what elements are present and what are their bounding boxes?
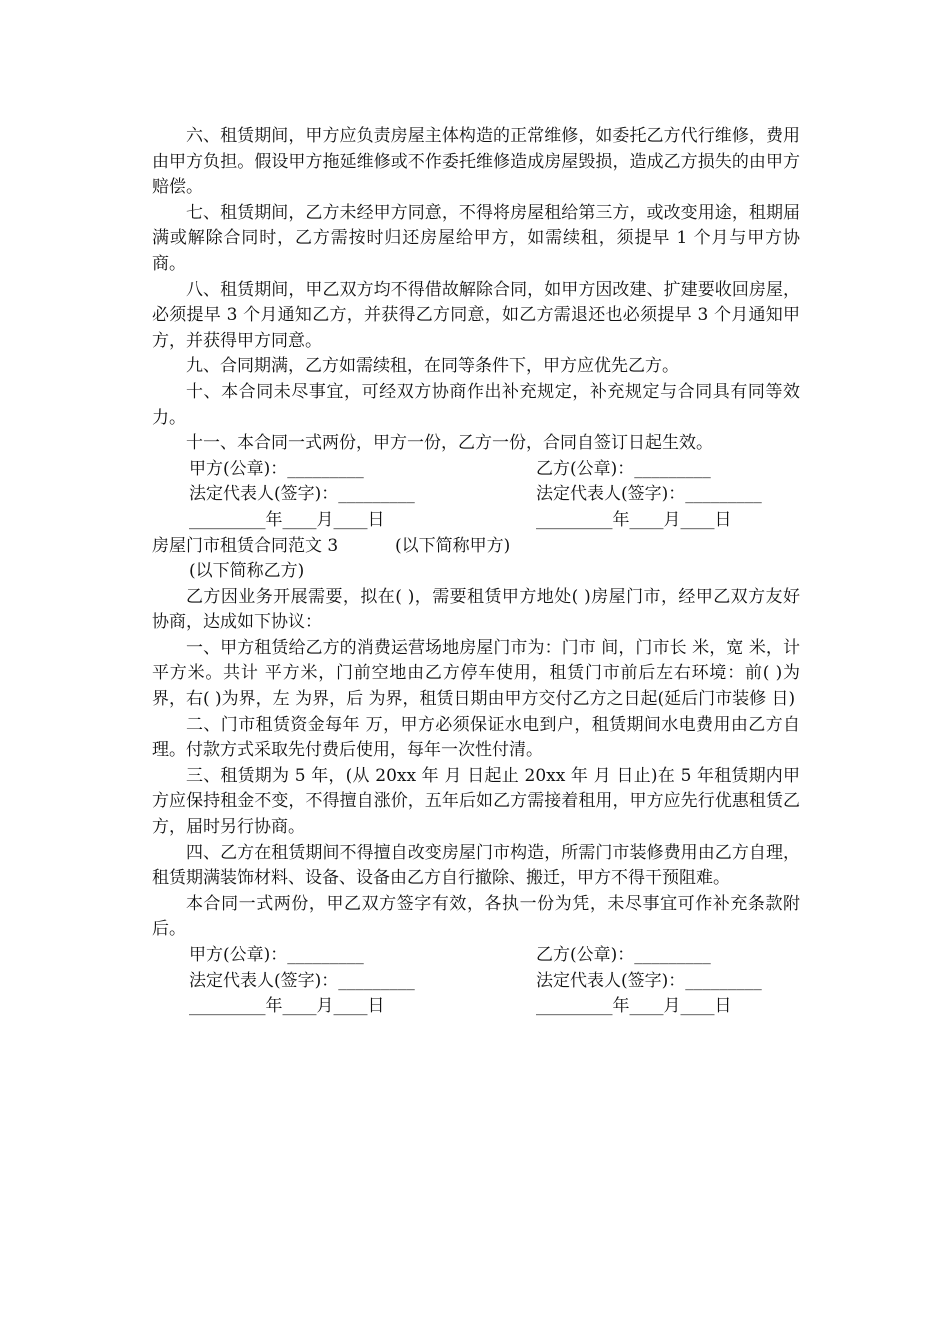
contract-title-row (152, 534, 800, 560)
party-a-designation: (以下简称甲方) (395, 535, 511, 556)
clause-8: 八、租赁期间，甲乙双方均不得借故解除合同，如甲方因改建、扩建要收回房屋，必须提早 3 个月通知乙方，并获得乙方同意，如乙方需退还也必须提早 3 个月通知甲方，并获得甲方同意。 (152, 279, 800, 351)
clause-11: 十一、本合同一式两份，甲方一份，乙方一份，合同自签订日起生效。 (186, 433, 713, 454)
party-b-designation: (以下简称乙方) (189, 561, 305, 582)
clause-6: 六、租赁期间，甲方应负责房屋主体构造的正常维修，如委托乙方代行维修，费用由甲方负担。假设甲方拖延维修或不作委托维修造成房屋毁损，造成乙方损失的由甲方赔偿。 (152, 126, 800, 198)
party-a-seal: 甲方(公章)：_________ (189, 458, 364, 479)
signature-rep-row (152, 482, 800, 508)
party-a-seal: 甲方(公章)：_________ (189, 945, 364, 965)
party-a-date: _________年____月____日 (189, 509, 385, 530)
clause-4: 四、乙方在租赁期间不得擅自改变房屋门市构造，所需门市装修费用由乙方自理，租赁期满装饰材料、设备、设备由乙方自行撤除、搬迁，甲方不得干预阻难。 (152, 842, 800, 889)
signature-seal-row (152, 943, 800, 969)
party-b-representative: 法定代表人(签字)：_________ (536, 484, 762, 505)
contract-title: 房屋门市租赁合同范文 3 (152, 535, 339, 556)
party-a-representative: 法定代表人(签字)：_________ (189, 970, 415, 991)
signature-seal-row (152, 457, 800, 483)
contract-preamble: 乙方因业务开展需要，拟在( )，需要租赁甲方地处( )房屋门市，经甲乙双方友好协商，达成如下协议： (152, 586, 800, 633)
party-a-date: _________年____月____日 (189, 996, 385, 1017)
party-a-representative: 法定代表人(签字)：_________ (189, 484, 415, 505)
party-b-seal: 乙方(公章)：_________ (536, 945, 711, 965)
party-b-seal: 乙方(公章)：_________ (536, 458, 711, 479)
contract-closing: 本合同一式两份，甲乙双方签字有效，各执一份为凭，未尽事宜可作补充条款附后。 (152, 893, 800, 940)
signature-date-row (152, 994, 800, 1020)
clause-7: 七、租赁期间，乙方未经甲方同意，不得将房屋租给第三方，或改变用途，租期届满或解除合同时，乙方需按时归还房屋给甲方，如需续租，须提早 1 个月与甲方协商。 (152, 202, 800, 274)
signature-rep-row (152, 969, 800, 995)
document-body (152, 124, 800, 1020)
clause-2: 二、门市租赁资金每年 万，甲方必须保证水电到户，租赁期间水电费用由乙方自理。付款方式采取先付费后使用，每年一次性付清。 (152, 714, 800, 761)
party-b-date: _________年____月____日 (536, 996, 732, 1017)
clause-9: 九、合同期满，乙方如需续租，在同等条件下，甲方应优先乙方。 (186, 356, 679, 377)
party-b-representative: 法定代表人(签字)：_________ (536, 970, 762, 991)
clause-3: 三、租赁期为 5 年，(从 20xx 年 月 日起止 20xx 年 月 日止)在 5 年租赁期内甲方应保持租金不变，不得擅自涨价，五年后如乙方需接着租用，甲方应先行优惠租赁乙方，届时另行协商。 (152, 765, 800, 838)
signature-date-row (152, 508, 800, 534)
party-b-date: _________年____月____日 (536, 509, 732, 530)
clause-10: 十、本合同未尽事宜，可经双方协商作出补充规定，补充规定与合同具有同等效力。 (152, 381, 800, 428)
clause-1: 一、甲方租赁给乙方的消费运营场地房屋门市为：门市 间，门市长 米，宽 米，计 平方米。共计 平方米，门前空地由乙方停车使用，租赁门市前后左右环境：前( )为界，右( )为界，左 为界，后 为界，租赁日期由甲方交付乙方之日起(延后门市装修 日) (152, 637, 800, 710)
